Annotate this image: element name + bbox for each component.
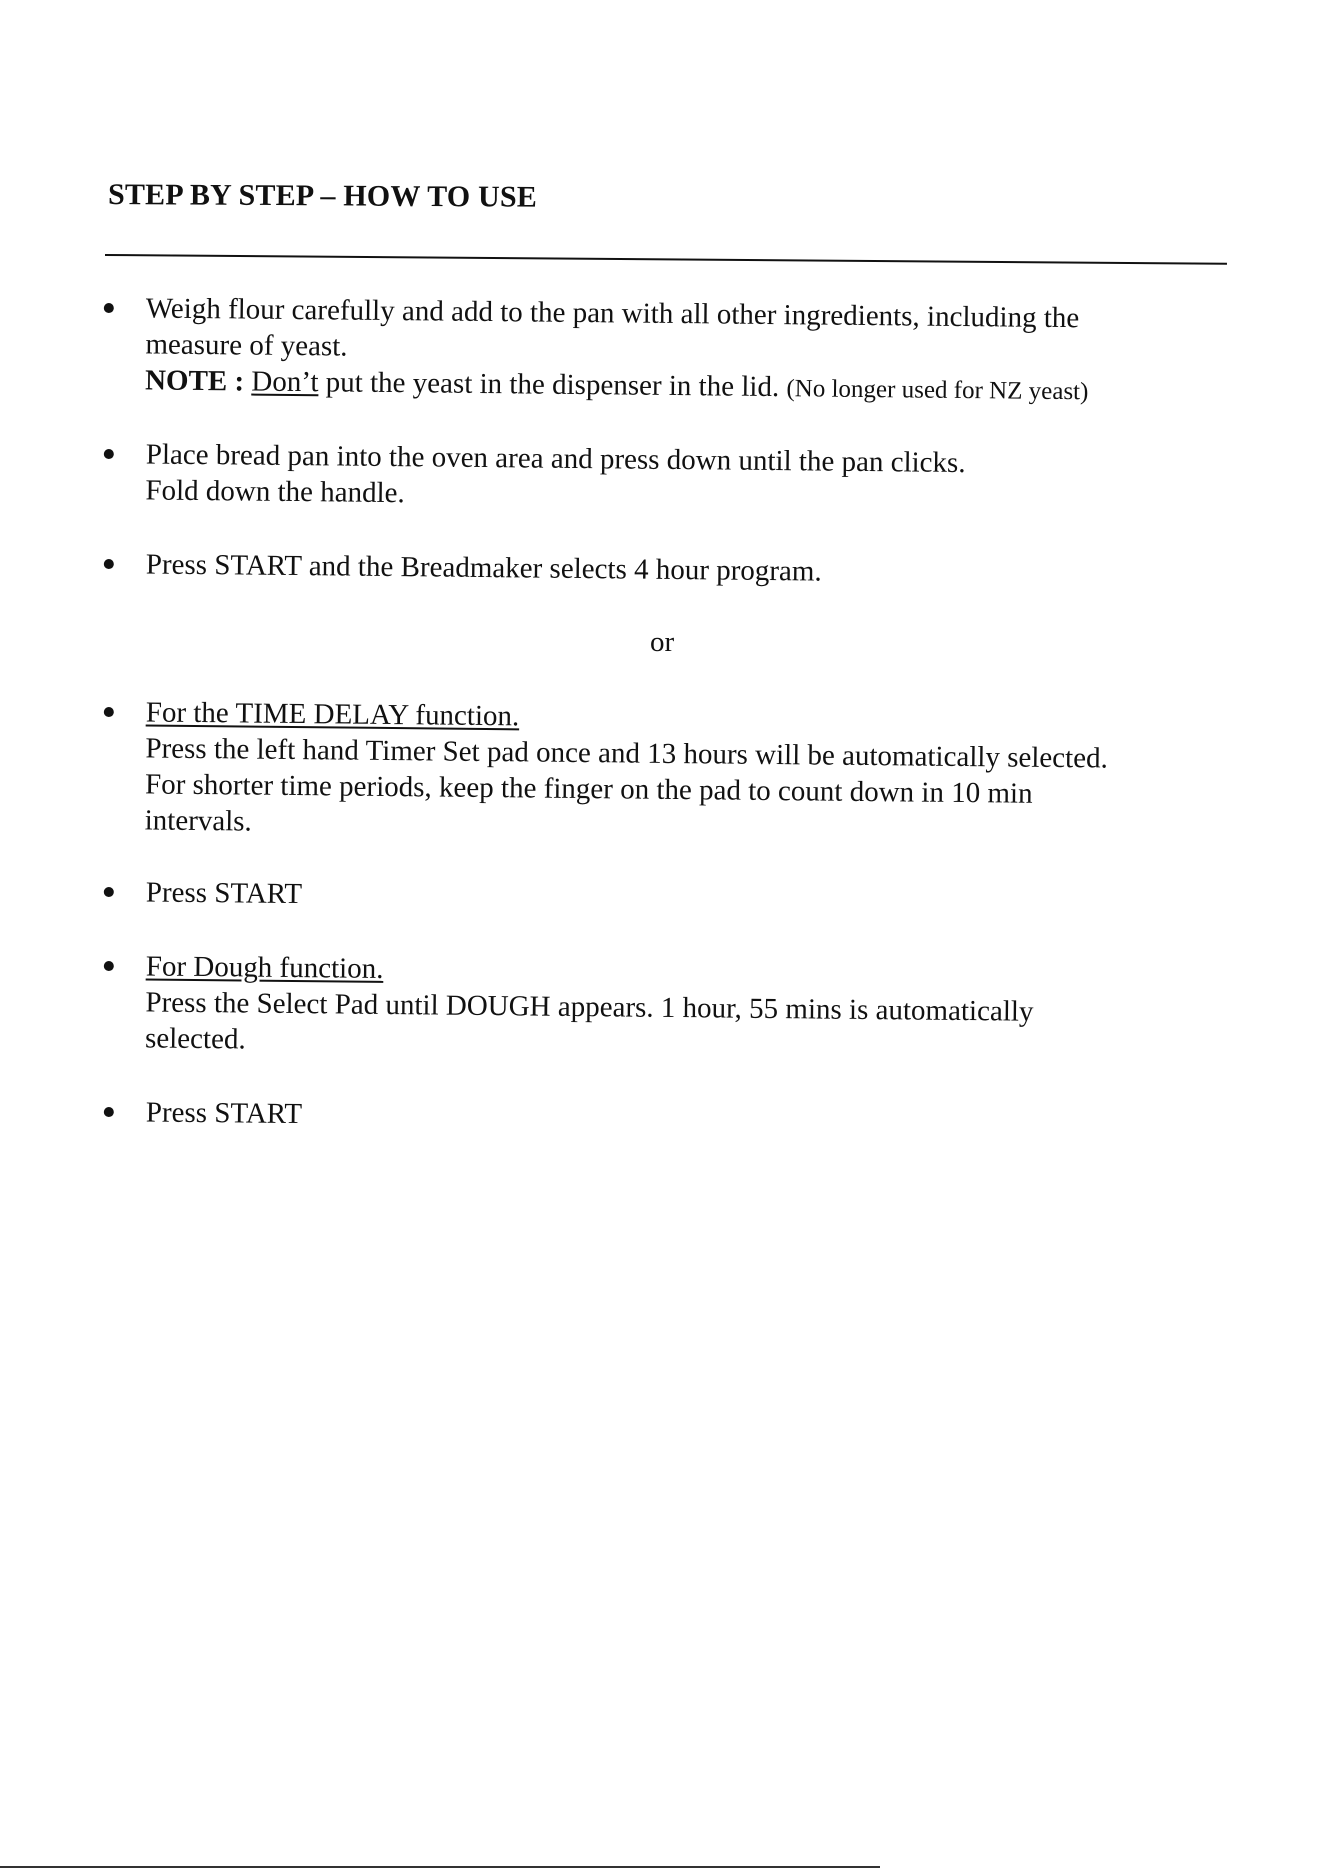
step-text: intervals.	[144, 804, 252, 838]
note-small-text: (No longer used for NZ yeast)	[786, 375, 1089, 406]
step-text: Press the Select Pad until DOUGH appears. 1 hour, 55 mins is automatically	[145, 986, 1034, 1028]
step-heading: For Dough function.	[145, 950, 384, 985]
step-text: selected.	[144, 1022, 246, 1056]
bullet-icon	[104, 303, 114, 313]
bullet-icon	[104, 1107, 114, 1117]
bullet-icon	[104, 559, 114, 569]
bullet-icon	[104, 449, 114, 459]
step-text: Press START	[145, 876, 303, 911]
bullet-icon	[104, 707, 114, 717]
step-text: For shorter time periods, keep the finger on the pad to count down in 10 min	[144, 768, 1033, 810]
bullet-icon	[104, 887, 114, 897]
step-text: Fold down the handle.	[145, 474, 405, 510]
step-text: Press START	[145, 1096, 303, 1131]
page-bottom-edge	[0, 1866, 880, 1868]
bullet-icon	[104, 961, 114, 971]
note-label: NOTE :	[144, 364, 245, 398]
step-text: Press the left hand Timer Set pad once and 13 hours will be automatically selected.	[145, 732, 1108, 775]
title-divider	[105, 254, 1227, 265]
step-text: Place bread pan into the oven area and press down until the pan clicks.	[145, 438, 966, 480]
or-separator: or	[650, 626, 675, 658]
step-text: Press START and the Breadmaker selects 4 hour program.	[145, 548, 822, 588]
step-text: Weigh flour carefully and add to the pan with all other ingredients, including the	[145, 292, 1080, 335]
step-text: measure of yeast.	[145, 328, 348, 363]
note-emphasis: Don’t	[251, 365, 319, 399]
page-title: STEP BY STEP – HOW TO USE	[107, 178, 538, 214]
step-heading: For the TIME DELAY function.	[145, 696, 520, 733]
note-text: put the yeast in the dispenser in the lid.	[318, 366, 787, 404]
